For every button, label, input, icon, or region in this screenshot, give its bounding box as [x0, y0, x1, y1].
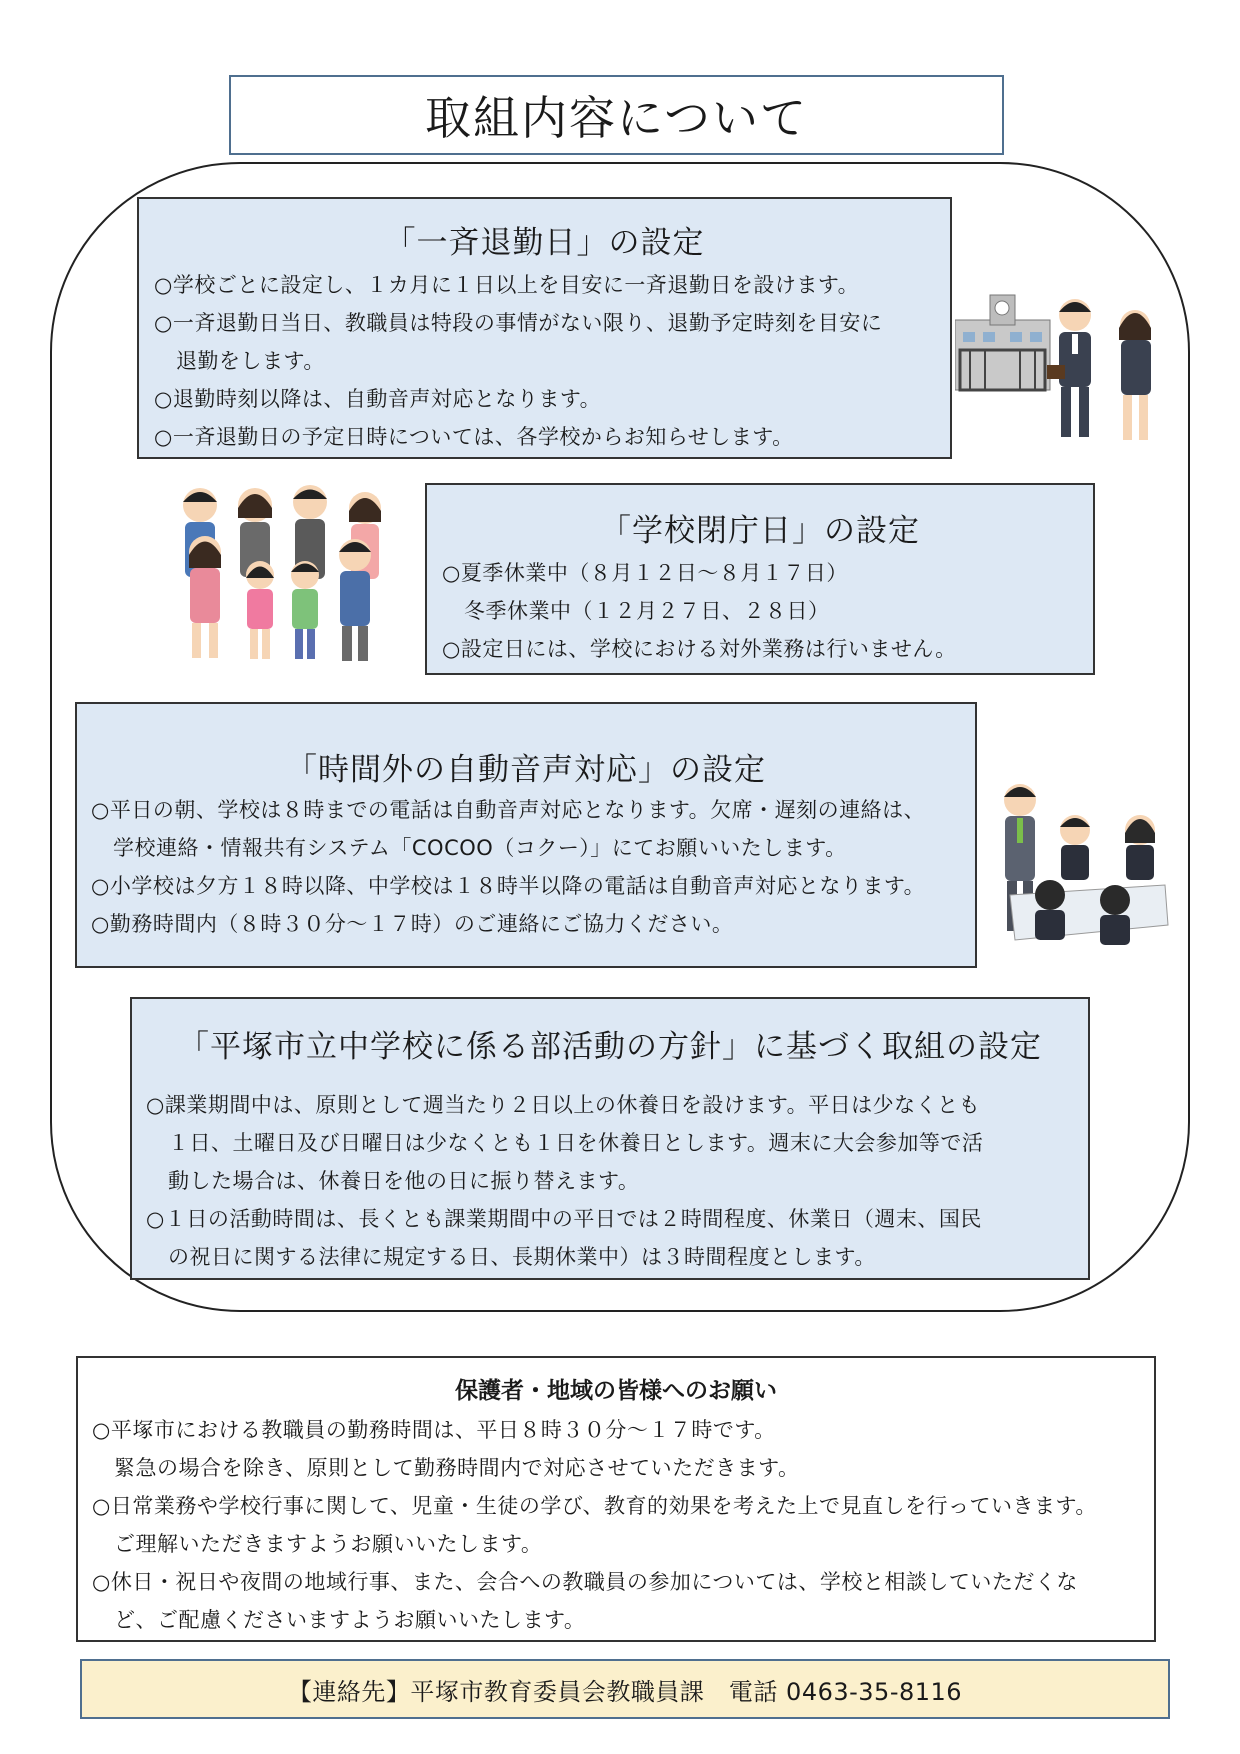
- notice-box: [76, 1356, 1156, 1642]
- section-line: ○勤務時間内（８時３０分～１７時）のご連絡にご協力ください。: [91, 912, 734, 936]
- notice-line: ど、ご配慮くださいますようお願いいたします。: [114, 1608, 586, 1632]
- section-line: １日、土曜日及び日曜日は少なくとも１日を休養日とします。週末に大会参加等で活: [168, 1131, 984, 1155]
- section-line: 動した場合は、休養日を他の日に振り替えます。: [168, 1169, 640, 1193]
- section-bulk-leave-day: [137, 197, 952, 459]
- section-line: ○学校ごとに設定し、１カ月に１日以上を目安に一斉退勤日を設けます。: [154, 273, 860, 297]
- school-meeting-icon: [990, 775, 1170, 955]
- notice-line: 緊急の場合を除き、原則として勤務時間内で対応させていただきます。: [114, 1456, 800, 1480]
- contact-info: 【連絡先】平塚市教育委員会教職員課 電話 0463-35-8116: [80, 1659, 1170, 1719]
- section-line: ○課業期間中は、原則として週当たり２日以上の休養日を設けます。平日は少なくとも: [146, 1093, 981, 1117]
- notice-line: ○休日・祝日や夜間の地域行事、また、会合への教職員の参加については、学校と相談していただくな: [92, 1570, 1078, 1594]
- section-line: ○設定日には、学校における対外業務は行いません。: [442, 637, 957, 661]
- notice-line: ○日常業務や学校行事に関して、児童・生徒の学び、教育的効果を考えた上で見直しを行っていきます。: [92, 1494, 1097, 1518]
- section-title: 「平塚市立中学校に係る部活動の方針」に基づく取組の設定: [178, 1029, 1042, 1065]
- section-school-closure-day: [425, 483, 1095, 675]
- section-after-hours-auto-voice: [75, 702, 977, 968]
- family-group-icon: [170, 480, 400, 670]
- section-line: 冬季休業中（１２月２７日、２８日）: [464, 599, 830, 623]
- section-line: ○夏季休業中（８月１２日～８月１７日）: [442, 561, 848, 585]
- teachers-leaving-icon: [955, 290, 1175, 460]
- section-line: ○小学校は夕方１８時以降、中学校は１８時半以降の電話は自動音声対応となります。: [91, 874, 926, 898]
- page-title: 取組内容について: [229, 75, 1004, 155]
- section-title: 「一斉退勤日」の設定: [384, 225, 705, 261]
- notice-title: 保護者・地域の皆様へのお願い: [455, 1378, 777, 1404]
- notice-line: ご理解いただきますようお願いいたします。: [114, 1532, 543, 1556]
- section-title: 「時間外の自動音声対応」の設定: [286, 752, 766, 788]
- section-line: ○退勤時刻以降は、自動音声対応となります。: [154, 387, 602, 411]
- section-line: ○１日の活動時間は、長くとも課業期間中の平日では２時間程度、休業日（週末、国民: [146, 1207, 982, 1231]
- section-line: 退勤をします。: [176, 349, 325, 373]
- notice-line: ○平塚市における教職員の勤務時間は、平日８時３０分～１７時です。: [92, 1418, 776, 1442]
- section-line: の祝日に関する法律に規定する日、長期休業中）は３時間程度とします。: [168, 1245, 876, 1269]
- section-line: 学校連絡・情報共有システム「COCOO（コクー）」にてお願いいたします。: [113, 836, 847, 860]
- section-line: ○一斉退勤日の予定日時については、各学校からお知らせします。: [154, 425, 794, 449]
- section-club-activity-policy: [130, 997, 1090, 1280]
- section-line: ○一斉退勤日当日、教職員は特段の事情がない限り、退勤予定時刻を目安に: [154, 311, 883, 335]
- section-title: 「学校閉庁日」の設定: [600, 513, 920, 549]
- section-line: ○平日の朝、学校は８時までの電話は自動音声対応となります。欠席・遅刻の連絡は、: [91, 798, 926, 822]
